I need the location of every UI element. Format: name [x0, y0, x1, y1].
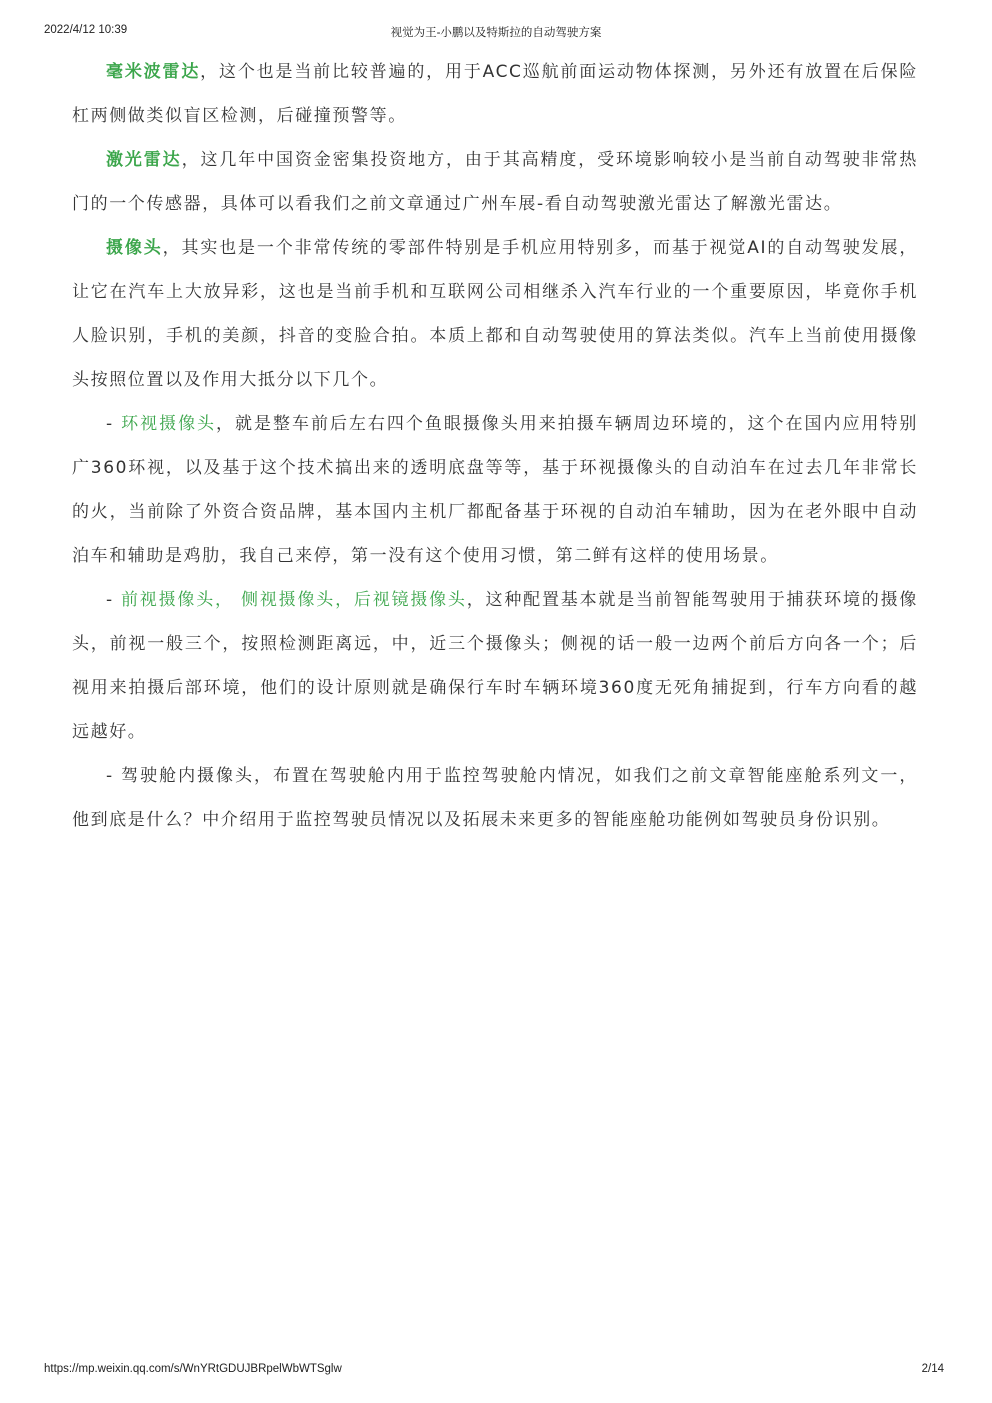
- article-body: [72, 50, 918, 842]
- list-dash: -: [106, 590, 121, 610]
- page-number: 2/14: [921, 1363, 944, 1375]
- source-url: https://mp.weixin.qq.com/s/WnYRtGDUJBRpelWbWTSglw: [44, 1363, 342, 1375]
- term-lidar: 激光雷达: [106, 150, 182, 170]
- article-title-header: 视觉为王-小鹏以及特斯拉的自动驾驶方案: [390, 27, 602, 39]
- term-camera: 摄像头: [106, 238, 163, 258]
- paragraph-surround-camera: [72, 402, 918, 578]
- term-surround-camera: 环视摄像头: [121, 414, 217, 434]
- paragraph-camera: [72, 226, 918, 402]
- print-datetime: 2022/4/12 10:39: [44, 24, 128, 36]
- paragraph-text: ，其实也是一个非常传统的零部件特别是手机应用特别多，而基于视觉AI的自动驾驶发展，让它在汽车上大放异彩，这也是当前手机和互联网公司相继杀入汽车行业的一个重要原因，毕竟你手机人脸识别，手机的美颜，抖音的变脸合拍。本质上都和自动驾驶使用的算法类似。汽车上当前使用摄像头按照位置以及作用大抵分以下几个。: [72, 238, 918, 390]
- paragraph-text: ，就是整车前后左右四个鱼眼摄像头用来拍摄车辆周边环境的，这个在国内应用特别广360环视，以及基于这个技术搞出来的透明底盘等等，基于环视摄像头的自动泊车在过去几年非常长的火，当前除了外资合资品牌，基本国内主机厂都配备基于环视的自动泊车辅助，因为在老外眼中自动泊车和辅助是鸡肋，我自己来停，第一没有这个使用习惯，第二鲜有这样的使用场景。: [72, 414, 918, 566]
- paragraph-mmw-radar: [72, 50, 918, 138]
- paragraph-text: ，这几年中国资金密集投资地方，由于其高精度，受环境影响较小是当前自动驾驶非常热门的一个传感器，具体可以看我们之前文章通过广州车展-看自动驾驶激光雷达了解激光雷达。: [72, 150, 918, 214]
- paragraph-text: ，这个也是当前比较普遍的，用于ACC巡航前面运动物体探测，另外还有放置在后保险杠两侧做类似盲区检测，后碰撞预警等。: [72, 62, 919, 126]
- paragraph-cabin-camera: - 驾驶舱内摄像头，布置在驾驶舱内用于监控驾驶舱内情况，如我们之前文章智能座舱系列文一，他到底是什么？中介绍用于监控驾驶员情况以及拓展未来更多的智能座舱功能例如驾驶员身份识别。: [72, 766, 918, 830]
- term-front-side-rear-camera: 前视摄像头， 侧视摄像头，后视镜摄像头: [120, 590, 467, 610]
- paragraph-text: ，这种配置基本就是当前智能驾驶用于捕获环境的摄像头，前视一般三个，按照检测距离远，中，近三个摄像头；侧视的话一般一边两个前后方向各一个；后视用来拍摄后部环境，他们的设计原则就是确保行车时车辆环境360度无死角捕捉到，行车方向看的越远越好。: [72, 590, 918, 742]
- paragraph-front-side-rear-camera: [72, 578, 918, 754]
- term-mmw-radar: 毫米波雷达: [106, 62, 201, 82]
- list-dash: -: [106, 414, 122, 434]
- paragraph-lidar: [72, 138, 918, 226]
